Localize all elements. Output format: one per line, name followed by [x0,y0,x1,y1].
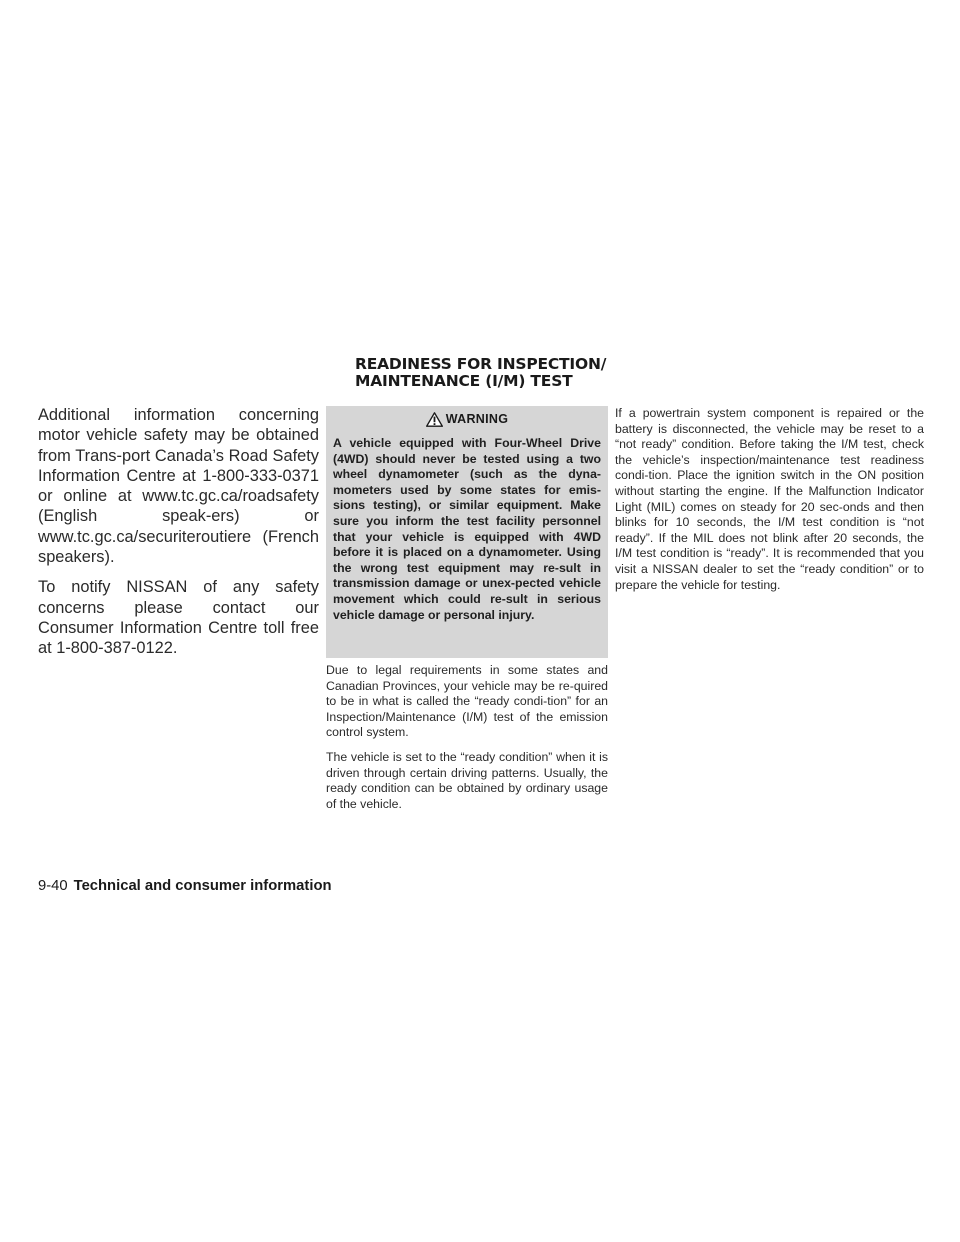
paragraph-notify-nissan: To notify NISSAN of any safety concerns please contact our Consumer Information Centre toll free at 1-800-387-0122. [38,578,319,658]
page-footer [38,878,332,894]
section-heading-line-2: MAINTENANCE (I/M) TEST [355,372,573,390]
warning-header [333,406,601,432]
warning-box [326,406,608,658]
page-number: 9-40 [38,878,68,894]
warning-text: A vehicle equipped with Four-Wheel Drive (4WD) should never be tested using a two wheel dynamometer (such as the dyna-mometers used by some states for emis-sions testing), or similar equipment. Make sure you inform the test facility personnel that your vehicle is equipped with 4WD before it is placed on a dynamometer. Using the wrong test equipment may re-sult in transmission damage or unex-pected vehicle movement which could re-sult in serious vehicle damage or personal injury. [333,436,601,622]
column-2 [326,663,608,821]
paragraph-legal-requirements: Due to legal requirements in some states and Canadian Provinces, your vehicle may be re-quired to be in what is called the “ready condi-tion” for an Inspection/Maintenance (I/M) test of the emission control system. [326,663,608,740]
column-3 [615,406,924,593]
paragraph-powertrain-repair: If a powertrain system component is repaired or the battery is disconnected, the vehicle may be reset to a “not ready” condition. Before taking the I/M test, check the vehicle’s inspection/maintenance test readiness condi-tion. Place the ignition switch in the ON position without starting the engine. If the Malfunction Indicator Light (MIL) comes on steady for 20 sec-onds and then blinks for 10 seconds, the I/M test condition is “not ready”. If the MIL does not blink after 20 seconds, the I/M test condition is “ready”. It is recommended that you visit a NISSAN dealer to set the “ready condition” or to prepare the vehicle for testing. [615,406,924,592]
footer-section-name: Technical and consumer information [73,878,332,894]
warning-title: WARNING [445,412,509,426]
column-1 [38,405,319,669]
section-heading-line-1: READINESS FOR INSPECTION/ [355,355,607,373]
section-heading [355,356,655,390]
warning-triangle-icon [426,412,443,427]
paragraph-ready-condition: The vehicle is set to the “ready condition” when it is driven through certain driving patterns. Usually, the ready condition can be obtained by ordinary usage of the vehicle. [326,749,608,811]
paragraph-safety-information: Additional information concerning motor vehicle safety may be obtained from Trans-port Canada’s Road Safety Information Centre at 1-800-333-0371 or online at www.tc.gc.ca/roadsafety (English speak-ers) or www.tc.gc.ca/securiteroutiere (French speakers). [38,406,319,567]
